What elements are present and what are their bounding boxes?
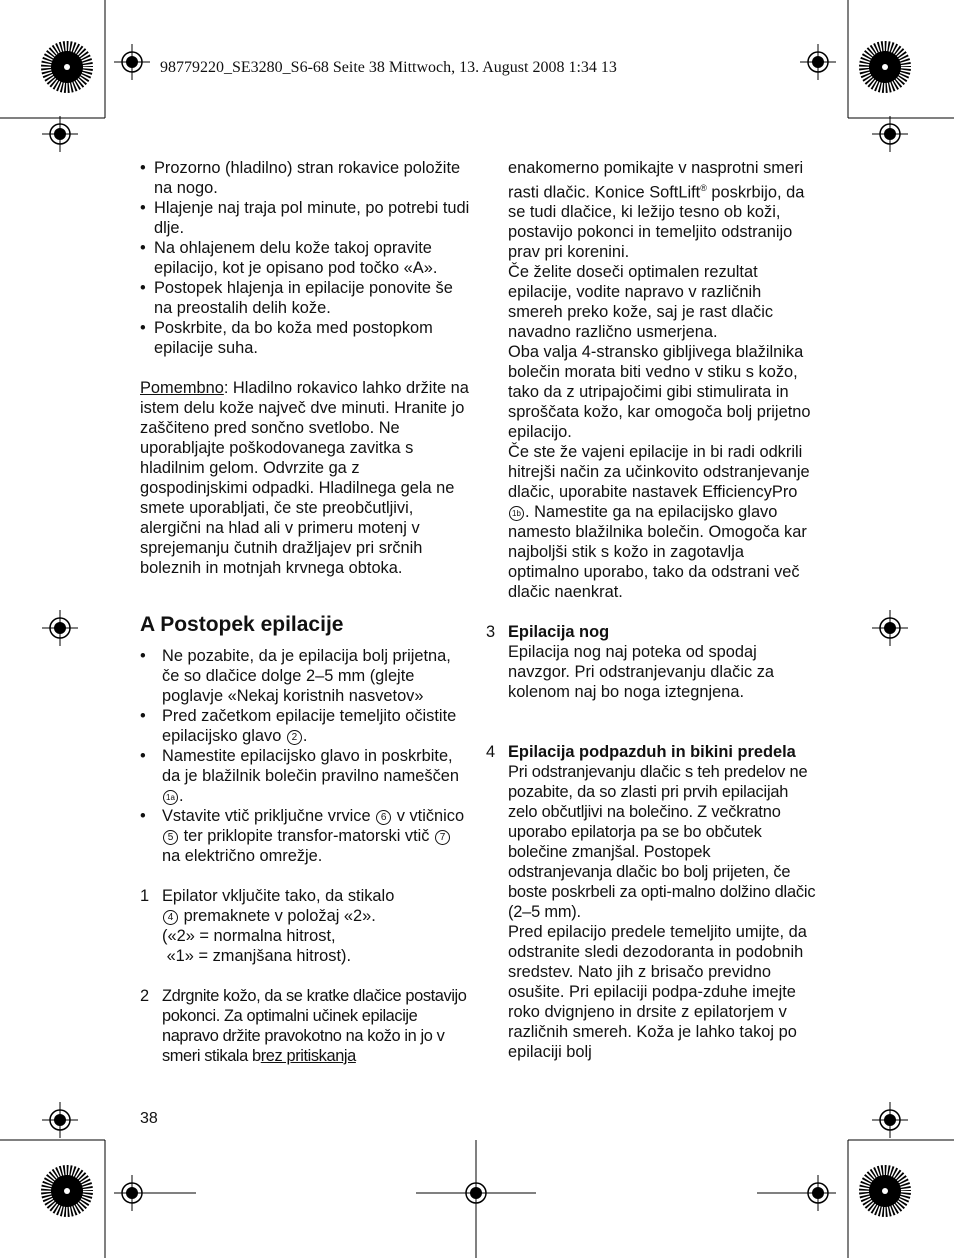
paragraph: Če ste že vajeni epilacije in bi radi odkrili hitrejši način za učinkovito odstranjevanje dlačic, uporabite nastavek EfficiencyPro 1b . Namestite ga na epilacijsko glavo namesto blažilnika bolečin. Omogoča kar najboljši stik s kožo in zagotavlja optimalno uporabo, tako da odstrani več dlačic naenkrat.	[508, 443, 810, 602]
section-heading: A Postopek epilacije	[140, 613, 344, 636]
star-target-icon	[857, 39, 913, 95]
list-item: • Poskrbite, da bo koža med postopkom epilacije suha.	[140, 318, 470, 358]
right-column	[486, 158, 816, 1062]
reference-number: 2	[287, 730, 302, 745]
registration-mark-icon	[800, 44, 836, 80]
list-item: • Prozorno (hladilno) stran rokavice položite na nogo.	[140, 158, 470, 198]
list-item: • Pred začetkom epilacije temeljito očistite epilacijsko glavo 2 .	[140, 706, 470, 746]
page-number: 38	[140, 1110, 158, 1127]
step-2: 2 Zdrgnite kožo, da se kratke dlačice postavijo pokonci. Za optimalni učinek epilacije napravo držite pravokotno na kožo in jo v smeri stikala brez pritiskanja	[140, 987, 467, 1065]
step-4	[486, 742, 816, 1062]
step-1: 1 Epilator vključite tako, da stikalo 4 premaknete v položaj «2». («2» = normalna hitrost, «1» = zmanjšana hitrost).	[140, 887, 395, 965]
print-slug-header: 98779220_SE3280_S6-68 Seite 38 Mittwoch, 13. August 2008 1:34 13	[160, 59, 617, 76]
list-item: • Ne pozabite, da je epilacija bolj prijetna, če so dlačice dolge 2–5 mm (glejte poglavje «Nekaj koristnih nasvetov»	[140, 646, 470, 706]
step-text: Pred epilacijo predele temeljito umijte, da odstranite sledi dezodoranta in podobnih sredstev. Nato jih z brisačo previdno osušite. Pri epilaciji podpa-zduhe imejte roko dvignjeno in drsite z epilatorjem v različnih smereh. Koža je lahko takoj po epilaciji bolj	[508, 923, 807, 1062]
reference-number: 6	[376, 810, 391, 825]
step-number: 4	[486, 743, 496, 762]
reference-number: 4	[163, 910, 178, 925]
list-item: • Namestite epilacijsko glavo in poskrbite, da je blažilnik bolečin pravilno nameščen 1a .	[140, 746, 470, 806]
registration-mark-icon	[872, 610, 908, 646]
list-item: • Postopek hlajenja in epilacije ponovite še na preostalih delih kože.	[140, 278, 470, 318]
important-text: : Hladilno rokavico lahko držite na istem delu kože največ dve minuti. Hranite jo zaščiteno pred sončno svetlobo. Ne uporabljajte poškodovanega zavitka s hladilnim gelom. Odvrzite ga z gospodinjskimi odpadki. Hladilnega gela ne smete uporabljati, če ste preobčutljivi, alergični na hlad ali v primeru motenj v sprejemanju čutnih dražljajev pri srčnih boleznih in motnjah krvnega obtoka.	[140, 379, 469, 577]
list-item: • Na ohlajenem delu kože takoj opravite epilacijo, kot je opisano pod točko «A».	[140, 238, 470, 278]
star-target-icon	[39, 1163, 95, 1219]
paragraph: enakomerno pomikajte v nasprotni smeri rasti dlačic. Konice SoftLift® poskrbijo, da se tudi dlačice, ki ležijo tesno ob koži, postavijo pokonci in temeljito odstranijo prav pri korenini.	[508, 159, 805, 262]
important-label: Pomembno	[140, 379, 224, 397]
registration-mark-icon	[42, 116, 78, 152]
list-item: • Hlajenje naj traja pol minute, po potrebi tudi dlje.	[140, 198, 470, 238]
reference-number: 1b	[509, 506, 524, 521]
reference-number: 5	[163, 830, 178, 845]
list-item: • Vstavite vtič priključne vrvice 6 v vtičnico 5 ter priklopite transfor-matorski vtič 7 na električno omrežje.	[140, 806, 470, 866]
registration-mark-icon	[42, 1102, 78, 1138]
registration-mark-icon	[872, 116, 908, 152]
step-number: 3	[486, 623, 496, 642]
registered-mark: ®	[700, 183, 707, 193]
star-target-icon	[39, 39, 95, 95]
paragraph: Če želite doseči optimalen rezultat epilacije, vodite napravo v različnih smereh preko kože, saj je rast dlačic navadno različno usmerjena.	[508, 263, 774, 342]
paragraph: Oba valja 4-stransko gibljivega blažilnika bolečin morata biti vedno v stiku s kožo, tako da z utripajočimi gibi stimulirata in sproščata kožo, kar omogoča bolj prijetno epilacijo.	[508, 343, 811, 442]
step-number: 2	[140, 987, 150, 1005]
step-text: Epilacija nog naj poteka od spodaj navzgor. Pri odstranjevanju dlačic za kolenom naj bo noga iztegnjena.	[508, 643, 775, 702]
registration-mark-icon	[114, 1175, 150, 1211]
step-title: Epilacija nog	[508, 623, 610, 642]
star-target-icon	[857, 1163, 913, 1219]
registration-mark-icon	[800, 1175, 836, 1211]
step-number: 1	[140, 887, 150, 905]
reference-number: 7	[435, 830, 450, 845]
step-title: Epilacija podpazduh in bikini predela	[508, 743, 796, 762]
important-note	[140, 378, 470, 578]
reference-number: 1a	[163, 790, 178, 805]
step-3	[486, 622, 816, 702]
registration-mark-icon	[42, 610, 78, 646]
preparation-list	[140, 646, 470, 866]
cooling-steps-list	[140, 158, 470, 358]
left-column	[140, 158, 470, 1066]
step-text: Pri odstranjevanju dlačic s teh predelov ne pozabite, da so zlasti pri prvih epilacijah zelo občutljivi na bolečino. Z večkratno uporabo epilatorja pa se bo občutek bolečine zmanjšal. Postopek odstranjevanja dlačic bo bolj prijeten, če boste poskrbeli za opti-malno dolžino dlačic (2–5 mm).	[508, 763, 816, 922]
registration-mark-icon	[114, 44, 150, 80]
registration-mark-icon	[458, 1175, 494, 1211]
registration-mark-icon	[872, 1102, 908, 1138]
